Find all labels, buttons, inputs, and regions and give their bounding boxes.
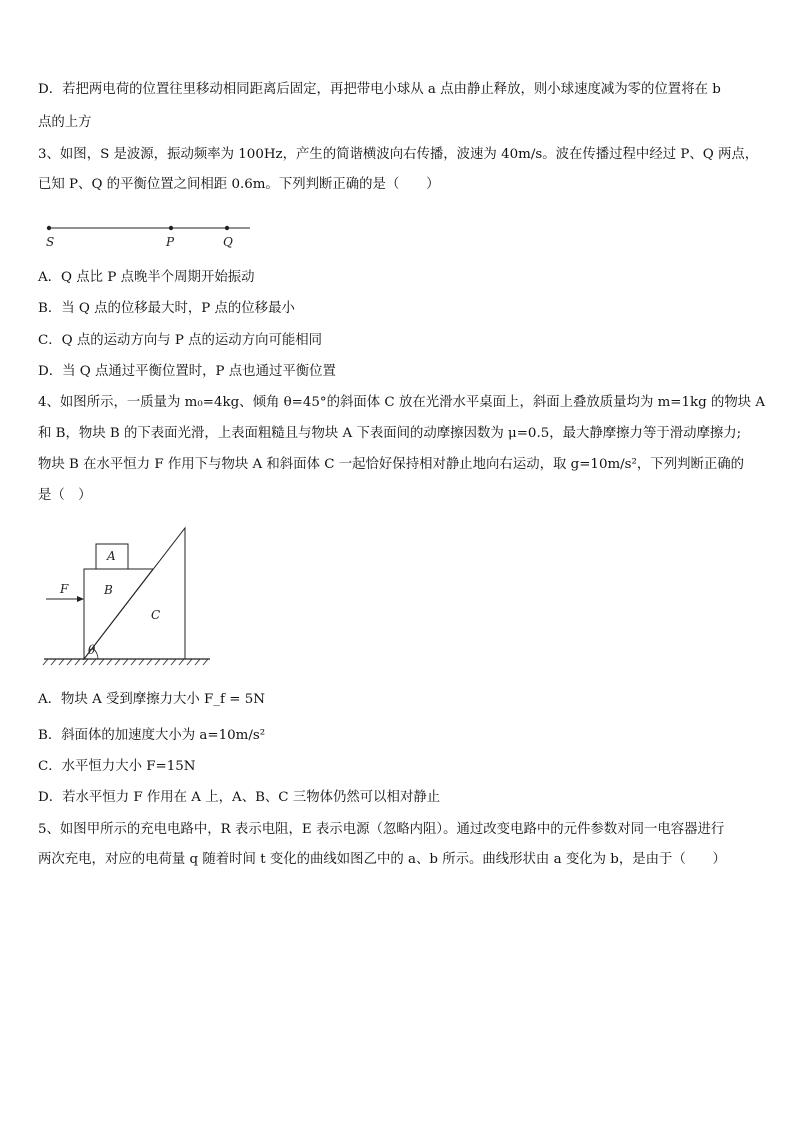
- q3-option-c: C．Q 点的运动方向与 P 点的运动方向可能相同: [38, 333, 323, 348]
- q3-wave-figure: [40, 218, 260, 252]
- q3-stem-line2: 已知 P、Q 的平衡位置之间相距 0.6m。下列判断正确的是（ ）: [38, 177, 440, 192]
- q4-option-a: A．物块 A 受到摩擦力大小 F_f = 5N: [38, 692, 265, 707]
- label-a: A: [107, 549, 116, 563]
- q4-stem-line4: 是（ ）: [38, 488, 92, 503]
- q3-stem-line1: 3、如图，S 是波源，振动频率为 100Hz，产生的简谐横波向右传播，波速为 40m/s。波在传播过程中经过 P、Q 两点，: [38, 147, 759, 162]
- q4-option-b: B．斜面体的加速度大小为 a=10m/s²: [38, 728, 266, 743]
- q2-option-d-line2: 点的上方: [38, 115, 92, 130]
- q3-option-b: B．当 Q 点的位移最大时，P 点的位移最小: [38, 301, 295, 316]
- label-c: C: [151, 608, 161, 622]
- point-p-dot: [169, 226, 173, 230]
- point-q-dot: [225, 226, 229, 230]
- q2-option-d-line1: D．若把两电荷的位置往里移动相同距离后固定，再把带电小球从 a 点由静止释放，则小球速度减为零的位置将在 b: [38, 82, 721, 97]
- q4-stem-line3: 物块 B 在水平恒力 F 作用下与物块 A 和斜面体 C 一起恰好保持相对静止地向右运动，取 g=10m/s²，下列判断正确的: [38, 457, 745, 472]
- q4-option-c: C．水平恒力大小 F=15N: [38, 759, 196, 774]
- label-theta: θ: [88, 643, 96, 657]
- point-s-dot: [47, 226, 51, 230]
- label-p: P: [166, 235, 175, 249]
- label-s: S: [46, 235, 55, 249]
- label-b: B: [104, 583, 113, 597]
- q4-option-d: D．若水平恒力 F 作用在 A 上，A、B、C 三物体仍然可以相对静止: [38, 790, 441, 805]
- q5-stem-line1: 5、如图甲所示的充电电路中，R 表示电阻，E 表示电源（忽略内阻）。通过改变电路中的元件参数对同一电容器进行: [38, 822, 725, 837]
- q3-option-a: A．Q 点比 P 点晚半个周期开始振动: [38, 270, 255, 285]
- label-f: F: [60, 582, 69, 596]
- q3-option-d: D．当 Q 点通过平衡位置时，P 点也通过平衡位置: [38, 364, 336, 379]
- label-q: Q: [223, 235, 233, 249]
- force-arrowhead: [77, 596, 84, 602]
- q5-stem-line2: 两次充电，对应的电荷量 q 随着时间 t 变化的曲线如图乙中的 a、b 所示。曲线形状由 a 变化为 b，是由于（ ）: [38, 852, 726, 867]
- q4-stem-line1: 4、如图所示，一质量为 m₀=4kg、倾角 θ=45°的斜面体 C 放在光滑水平桌面上，斜面上叠放质量均为 m=1kg 的物块 A: [38, 395, 766, 410]
- q4-incline-figure: [40, 522, 215, 667]
- ground-hatching: [43, 659, 208, 665]
- q4-stem-line2: 和 B，物块 B 的下表面光滑，上表面粗糙且与物块 A 下表面间的动摩擦因数为 μ=0.5，最大静摩擦力等于滑动摩擦力;: [38, 426, 742, 441]
